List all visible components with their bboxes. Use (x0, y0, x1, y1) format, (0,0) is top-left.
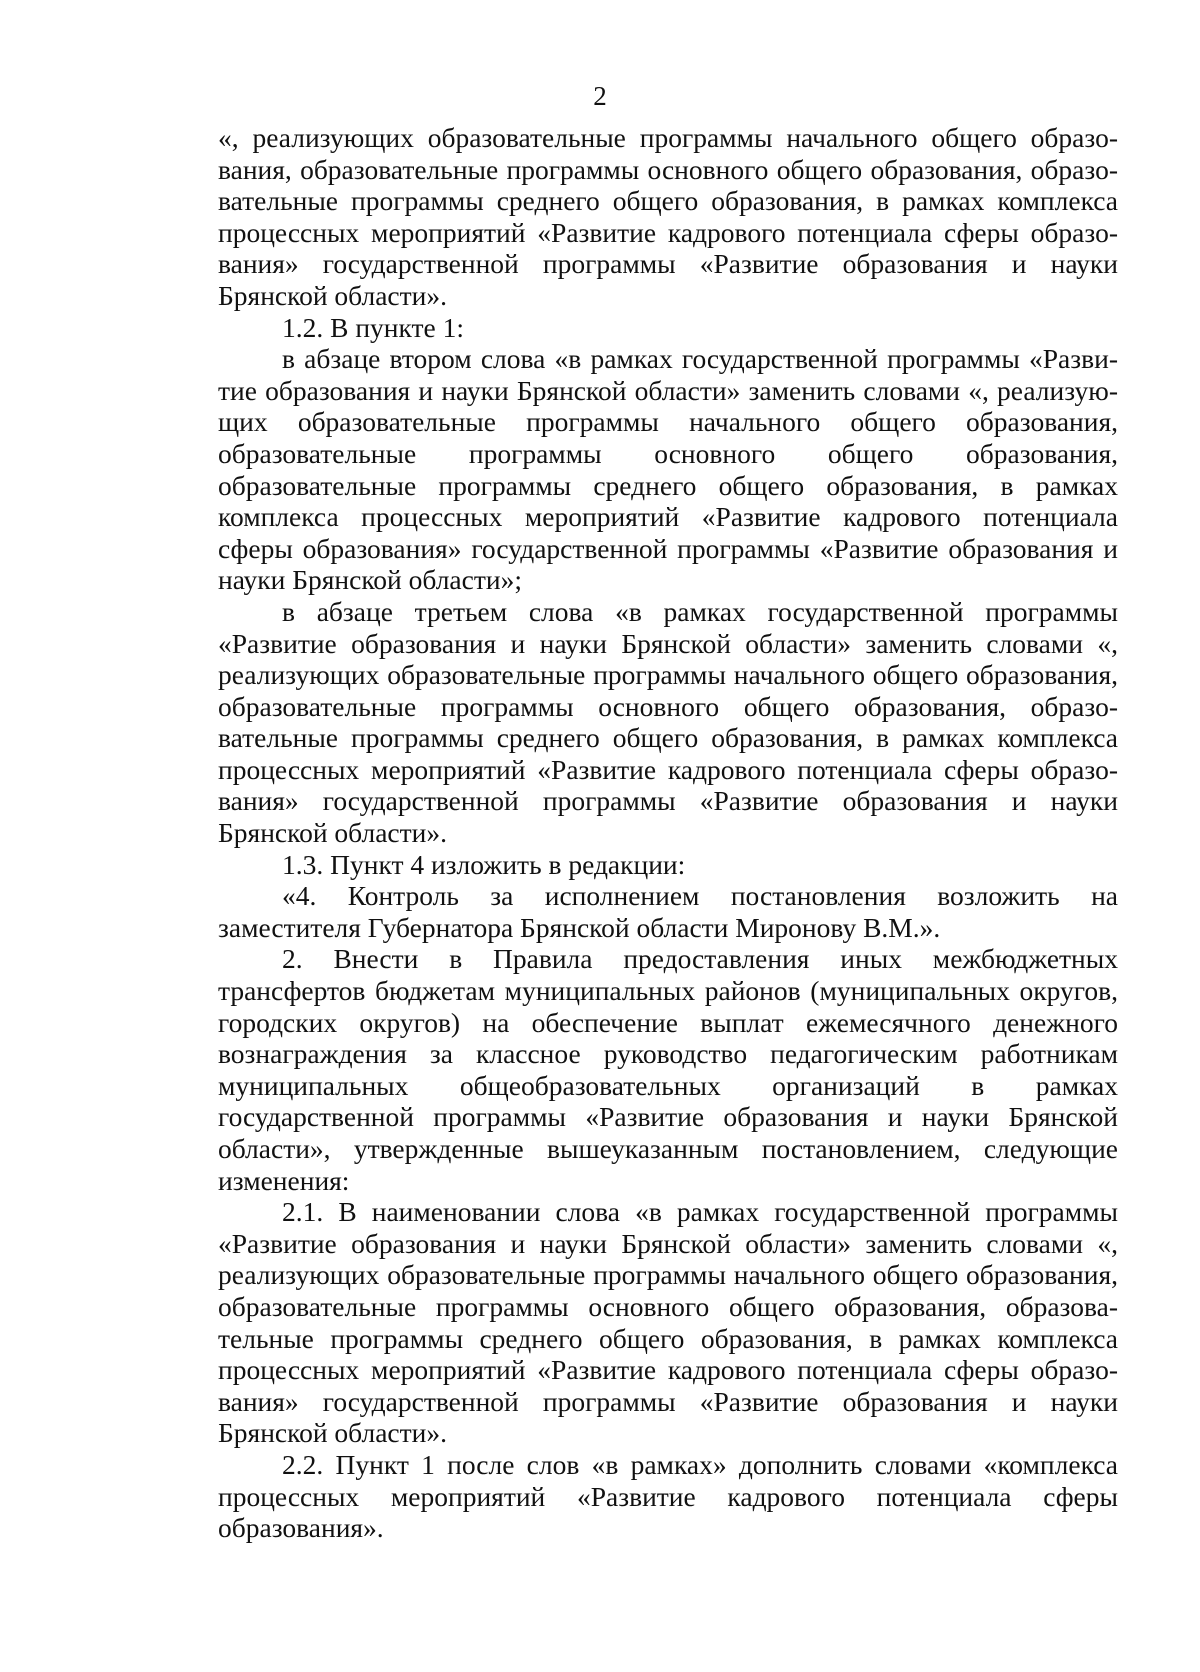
paragraph-intro-continuation: «, реализующих образовательные программы начального общего образования, образовательные программы основного общего образования, образовательные программы среднего общего образования, в рамках комплекса процессных мероприятий «Развитие кадрового потенциала сферы образования» государственной программы «Развитие образования и науки Брянской области». (218, 122, 1118, 311)
paragraph-abzac-third: в абзаце третьем слова «в рамках государственной программы «Развитие образования и науки Брянской области» заменить словами «, реализующих образовательные программы начального общего образования, образовательные программы основного общего образования, образовательные программы среднего общего образования, в рамках комплекса процессных мероприятий «Развитие кадрового потенциала сферы образования» государственной программы «Развитие образования и науки Брянской области». (218, 595, 1118, 849)
paragraph-item-4-text: «4. Контроль за исполнением постановления возложить на заместителя Губернатора Брянской области Миронову В.М.». (218, 880, 1118, 943)
paragraph-abzac-second: в абзаце втором слова «в рамках государственной программы «Развитие образования и науки Брянской области» заменить словами «, реализующих образовательные программы начального общего образования, образовательные программы основного общего образования, образовательные программы среднего общего образования, в рамках комплекса процессных мероприятий «Развитие кадрового потенциала сферы образования» государственной программы «Развитие образования и науки Брянской области»; (218, 343, 1118, 596)
document-body (218, 122, 1118, 1544)
paragraph-item-2-1: 2.1. В наименовании слова «в рамках государственной программы «Развитие образования и науки Брянской области» заменить словами «, реализующих образовательные программы начального общего образования, образовательные программы основного общего образования, образовательные программы среднего общего образования, в рамках комплекса процессных мероприятий «Развитие кадрового потенциала сферы образования» государственной программы «Развитие образования и науки Брянской области». (218, 1196, 1118, 1449)
paragraph-item-2: 2. Внести в Правила предоставления иных межбюджетных трансфертов бюджетам муниципальных районов (муниципальных округов, городских округов) на обеспечение выплат ежемесячного денежного вознаграждения за классное руководство педагогическим работникам муниципальных общеобразовательных организаций в рамках государственной программы «Развитие образования и науки Брянской области», утвержденные вышеуказанным постановлением, следующие изменения: (218, 943, 1118, 1196)
page-number: 2 (593, 81, 607, 111)
paragraph-item-2-2: 2.2. Пункт 1 после слов «в рамках» дополнить словами «комплекса процессных мероприятий «Развитие кадрового потенциала сферы образования». (218, 1448, 1118, 1544)
paragraph-item-1-3: 1.3. Пункт 4 изложить в редакции: (282, 848, 686, 880)
paragraph-item-1-2: 1.2. В пункте 1: (282, 311, 465, 343)
